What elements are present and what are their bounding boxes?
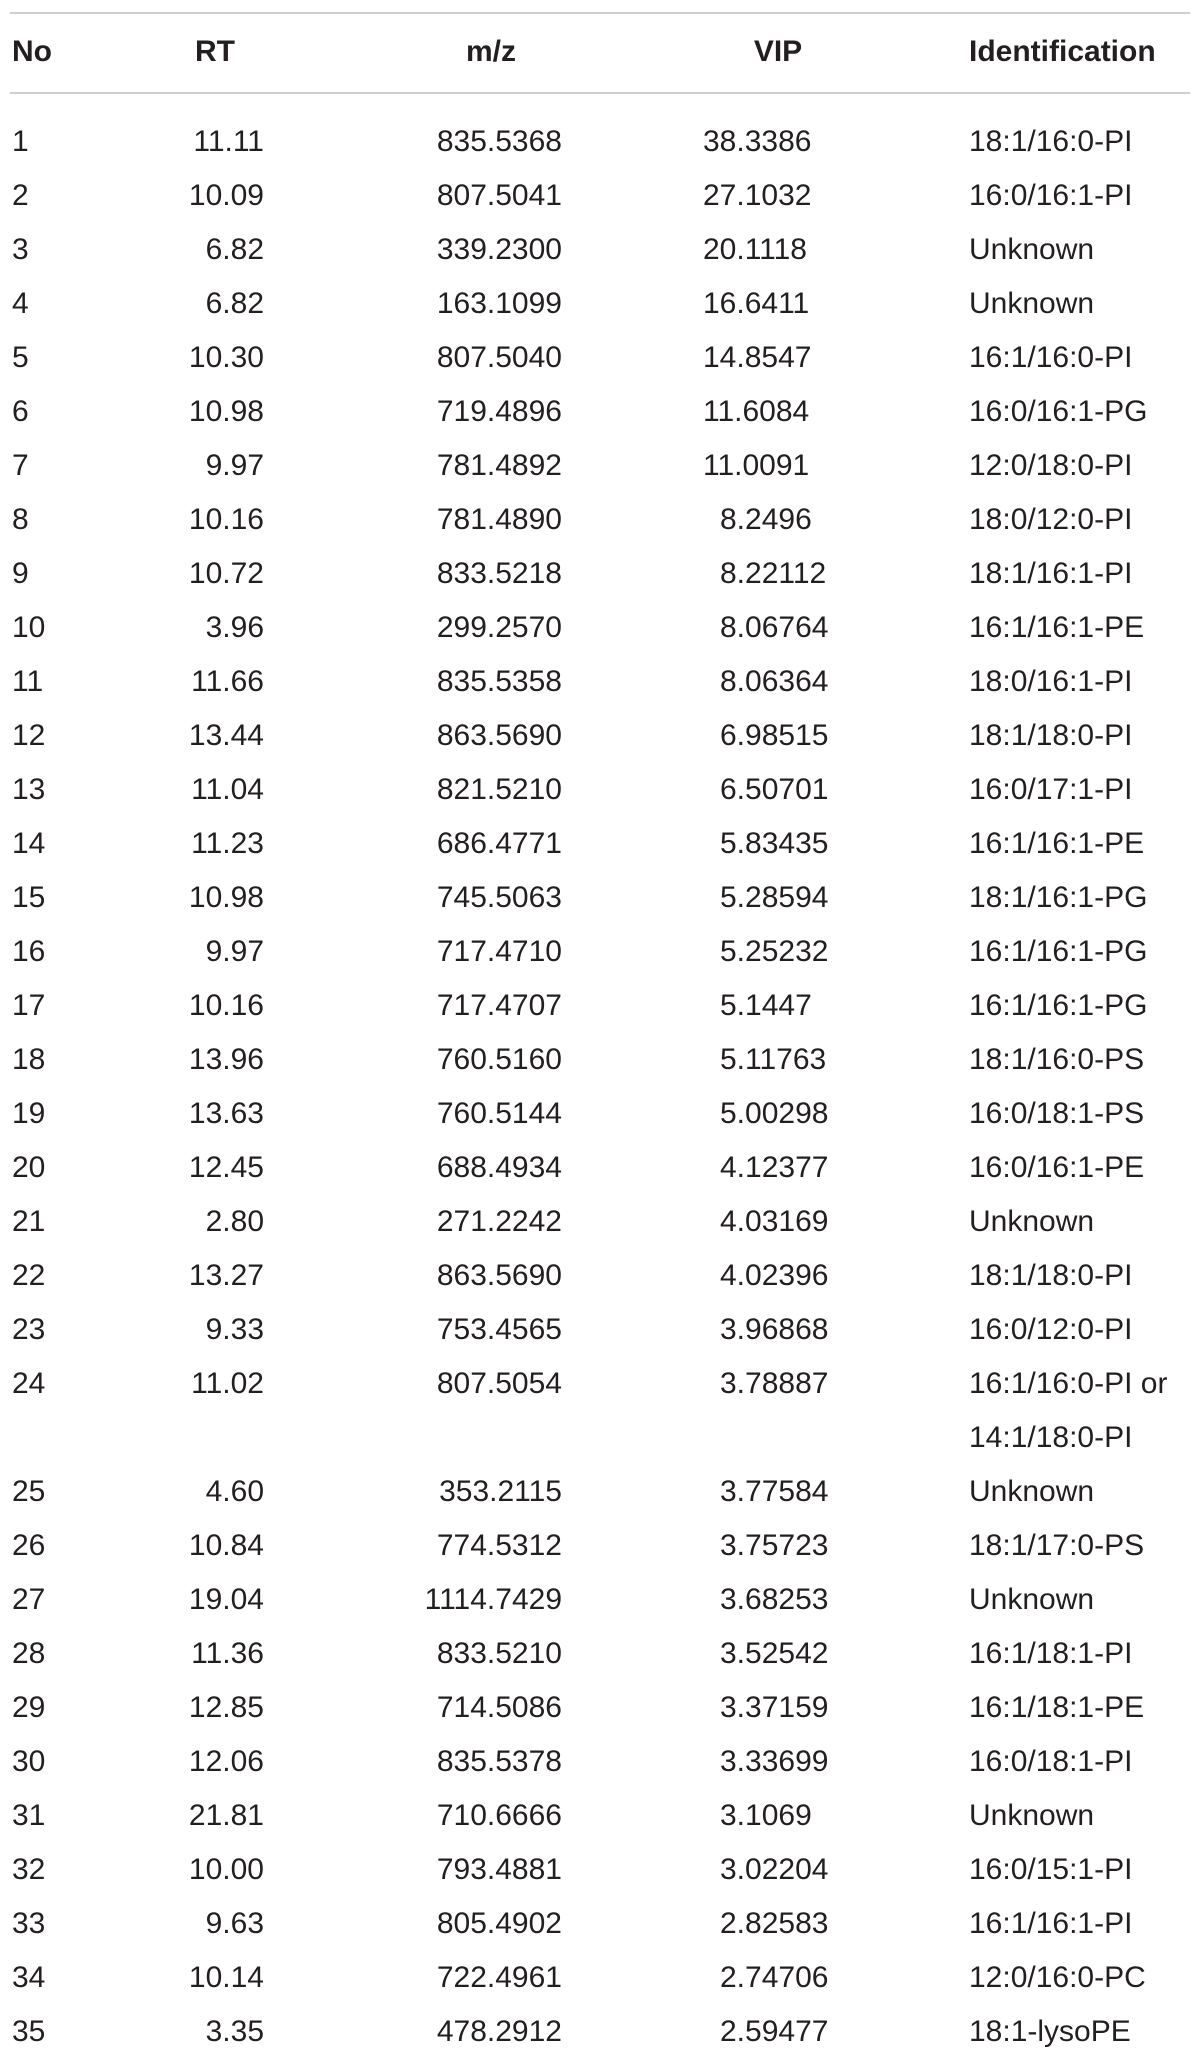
cell-identification: 16:1/16:1-PI bbox=[969, 1907, 1133, 1940]
cell-mz: 781.4890 bbox=[436, 503, 562, 536]
cell-no: 32 bbox=[12, 1853, 46, 1886]
cell-no: 24 bbox=[12, 1367, 46, 1400]
header-vip: VIP bbox=[753, 35, 803, 68]
header-rt: RT bbox=[195, 35, 235, 68]
cell-vip: 5.1447 bbox=[720, 989, 812, 1022]
cell-rt: 10.00 bbox=[188, 1853, 264, 1886]
cell-mz: 807.5040 bbox=[436, 341, 562, 374]
cell-identification: 16:0/18:1-PS bbox=[969, 1097, 1145, 1130]
cell-no: 3 bbox=[12, 233, 29, 266]
cell-no: 31 bbox=[12, 1799, 46, 1832]
cell-vip: 5.11763 bbox=[720, 1043, 827, 1076]
cell-mz: 353.2115 bbox=[439, 1475, 562, 1508]
cell-vip: 5.83435 bbox=[720, 827, 829, 860]
cell-mz: 835.5368 bbox=[436, 125, 562, 158]
table-row bbox=[10, 601, 1190, 655]
cell-vip: 3.77584 bbox=[720, 1475, 829, 1508]
cell-rt: 13.44 bbox=[188, 719, 264, 752]
cell-mz: 745.5063 bbox=[436, 881, 562, 914]
cell-no: 22 bbox=[12, 1259, 46, 1292]
cell-vip: 3.68253 bbox=[720, 1583, 829, 1616]
cell-identification: Unknown bbox=[969, 287, 1095, 320]
cell-rt: 6.82 bbox=[205, 287, 264, 320]
cell-mz: 753.4565 bbox=[436, 1313, 562, 1346]
table-row bbox=[10, 1087, 1190, 1141]
cell-mz: 774.5312 bbox=[436, 1529, 562, 1562]
cell-no: 4 bbox=[12, 287, 29, 320]
cell-vip: 3.1069 bbox=[720, 1799, 812, 1832]
cell-rt: 9.97 bbox=[205, 935, 264, 968]
table-header-rule bbox=[10, 92, 1190, 94]
table-row bbox=[10, 2005, 1190, 2059]
cell-identification: 18:1-lysoPE bbox=[969, 2015, 1131, 2048]
cell-identification: Unknown bbox=[969, 1205, 1095, 1238]
cell-vip: 11.6084 bbox=[703, 395, 810, 428]
cell-vip: 20.1118 bbox=[703, 233, 807, 266]
table-row bbox=[10, 439, 1190, 493]
cell-no: 2 bbox=[12, 179, 29, 212]
cell-no: 34 bbox=[12, 1961, 46, 1994]
cell-identification: 16:0/16:1-PI bbox=[969, 179, 1133, 212]
cell-no: 8 bbox=[12, 503, 29, 536]
cell-identification: Unknown bbox=[969, 1799, 1095, 1832]
cell-identification-continued: 14:1/18:0-PI bbox=[969, 1421, 1133, 1454]
cell-vip: 14.8547 bbox=[703, 341, 812, 374]
cell-rt: 9.63 bbox=[205, 1907, 264, 1940]
cell-no: 27 bbox=[12, 1583, 46, 1616]
table-row bbox=[10, 1249, 1190, 1303]
cell-rt: 10.98 bbox=[188, 881, 264, 914]
cell-vip: 3.52542 bbox=[720, 1637, 829, 1670]
cell-identification: 16:1/16:0-PI bbox=[969, 341, 1133, 374]
cell-rt: 11.23 bbox=[191, 827, 264, 860]
cell-rt: 13.27 bbox=[188, 1259, 264, 1292]
cell-identification: 16:1/18:1-PE bbox=[969, 1691, 1145, 1724]
cell-no: 16 bbox=[12, 935, 46, 968]
table-row bbox=[10, 1951, 1190, 2005]
cell-rt: 12.45 bbox=[188, 1151, 264, 1184]
cell-mz: 805.4902 bbox=[436, 1907, 562, 1940]
cell-no: 5 bbox=[12, 341, 29, 374]
table-row bbox=[10, 277, 1190, 331]
cell-identification: 12:0/18:0-PI bbox=[969, 449, 1133, 482]
table-row bbox=[10, 1033, 1190, 1087]
cell-identification: 16:0/17:1-PI bbox=[969, 773, 1133, 806]
cell-rt: 10.09 bbox=[188, 179, 264, 212]
cell-identification: 16:0/15:1-PI bbox=[969, 1853, 1133, 1886]
cell-vip: 8.06764 bbox=[720, 611, 829, 644]
cell-mz: 163.1099 bbox=[436, 287, 562, 320]
table-row bbox=[10, 1303, 1190, 1357]
table-row bbox=[10, 1573, 1190, 1627]
table-row bbox=[10, 1897, 1190, 1951]
cell-mz: 835.5378 bbox=[436, 1745, 562, 1778]
cell-identification: Unknown bbox=[969, 1475, 1095, 1508]
cell-rt: 13.63 bbox=[188, 1097, 264, 1130]
cell-rt: 11.66 bbox=[191, 665, 264, 698]
cell-rt: 10.14 bbox=[188, 1961, 264, 1994]
cell-no: 26 bbox=[12, 1529, 46, 1562]
cell-mz: 807.5054 bbox=[436, 1367, 562, 1400]
cell-no: 10 bbox=[12, 611, 46, 644]
cell-vip: 5.00298 bbox=[720, 1097, 829, 1130]
cell-rt: 6.82 bbox=[205, 233, 264, 266]
table-row bbox=[10, 169, 1190, 223]
header-no: No bbox=[12, 35, 52, 68]
cell-vip: 8.06364 bbox=[720, 665, 829, 698]
cell-mz: 833.5210 bbox=[436, 1637, 562, 1670]
cell-vip: 3.75723 bbox=[720, 1529, 829, 1562]
cell-identification: 18:0/16:1-PI bbox=[969, 665, 1133, 698]
cell-identification: 16:0/16:1-PG bbox=[969, 395, 1148, 428]
cell-rt: 10.72 bbox=[188, 557, 264, 590]
table-row bbox=[10, 1519, 1190, 1573]
table-row bbox=[10, 1627, 1190, 1681]
cell-vip: 5.28594 bbox=[720, 881, 829, 914]
cell-identification: 18:1/16:1-PI bbox=[969, 557, 1133, 590]
cell-mz: 717.4710 bbox=[436, 935, 562, 968]
cell-identification: 16:1/16:0-PI or bbox=[969, 1367, 1168, 1400]
cell-identification: 16:1/16:1-PG bbox=[969, 935, 1148, 968]
cell-vip: 2.74706 bbox=[720, 1961, 829, 1994]
cell-identification: 18:1/18:0-PI bbox=[969, 719, 1133, 752]
table-row bbox=[10, 1789, 1190, 1843]
cell-identification: 16:1/16:1-PG bbox=[969, 989, 1148, 1022]
cell-rt: 9.33 bbox=[205, 1313, 264, 1346]
cell-rt: 10.98 bbox=[188, 395, 264, 428]
table-row bbox=[10, 223, 1190, 277]
table-header-row bbox=[10, 12, 1190, 92]
cell-rt: 21.81 bbox=[188, 1799, 264, 1832]
cell-identification: 18:1/16:0-PI bbox=[969, 125, 1133, 158]
cell-vip: 4.02396 bbox=[720, 1259, 829, 1292]
table-row bbox=[10, 1681, 1190, 1735]
cell-rt: 10.84 bbox=[188, 1529, 264, 1562]
cell-identification: 18:0/12:0-PI bbox=[969, 503, 1133, 536]
cell-rt: 11.36 bbox=[191, 1637, 264, 1670]
cell-no: 29 bbox=[12, 1691, 46, 1724]
cell-mz: 781.4892 bbox=[436, 449, 562, 482]
cell-mz: 793.4881 bbox=[436, 1853, 562, 1886]
cell-vip: 3.02204 bbox=[720, 1853, 829, 1886]
table-row bbox=[10, 493, 1190, 547]
cell-rt: 2.80 bbox=[205, 1205, 264, 1238]
cell-rt: 12.06 bbox=[188, 1745, 264, 1778]
header-mz: m/z bbox=[465, 35, 516, 68]
cell-rt: 9.97 bbox=[205, 449, 264, 482]
cell-mz: 835.5358 bbox=[436, 665, 562, 698]
cell-no: 7 bbox=[12, 449, 29, 482]
cell-rt: 11.02 bbox=[191, 1367, 264, 1400]
cell-no: 6 bbox=[12, 395, 29, 428]
table-row bbox=[10, 979, 1190, 1033]
cell-mz: 717.4707 bbox=[436, 989, 562, 1022]
cell-no: 14 bbox=[12, 827, 46, 860]
cell-mz: 478.2912 bbox=[436, 2015, 562, 2048]
cell-rt: 4.60 bbox=[205, 1475, 264, 1508]
cell-identification: Unknown bbox=[969, 233, 1095, 266]
cell-identification: 16:1/16:1-PE bbox=[969, 827, 1145, 860]
cell-rt: 10.16 bbox=[188, 503, 264, 536]
cell-mz: 863.5690 bbox=[436, 1259, 562, 1292]
table-row bbox=[10, 925, 1190, 979]
cell-mz: 714.5086 bbox=[436, 1691, 562, 1724]
table-row bbox=[10, 763, 1190, 817]
cell-vip: 8.22112 bbox=[720, 557, 827, 590]
cell-vip: 3.33699 bbox=[720, 1745, 829, 1778]
cell-rt: 13.96 bbox=[188, 1043, 264, 1076]
cell-mz: 722.4961 bbox=[436, 1961, 562, 1994]
cell-no: 25 bbox=[12, 1475, 46, 1508]
cell-vip: 11.0091 bbox=[703, 449, 810, 482]
cell-mz: 710.6666 bbox=[436, 1799, 562, 1832]
table-row bbox=[10, 1465, 1190, 1519]
cell-no: 35 bbox=[12, 2015, 46, 2048]
cell-no: 28 bbox=[12, 1637, 46, 1670]
cell-identification: 16:0/12:0-PI bbox=[969, 1313, 1133, 1346]
cell-no: 30 bbox=[12, 1745, 46, 1778]
cell-identification: 16:1/18:1-PI bbox=[969, 1637, 1133, 1670]
cell-no: 21 bbox=[12, 1205, 46, 1238]
cell-rt: 10.16 bbox=[188, 989, 264, 1022]
cell-no: 15 bbox=[12, 881, 46, 914]
cell-rt: 19.04 bbox=[188, 1583, 264, 1616]
cell-identification: 12:0/16:0-PC bbox=[969, 1961, 1146, 1994]
cell-vip: 3.37159 bbox=[720, 1691, 829, 1724]
cell-vip: 2.59477 bbox=[720, 2015, 829, 2048]
cell-no: 18 bbox=[12, 1043, 46, 1076]
cell-rt: 3.35 bbox=[205, 2015, 264, 2048]
cell-vip: 16.6411 bbox=[703, 287, 810, 320]
cell-identification: 18:1/17:0-PS bbox=[969, 1529, 1145, 1562]
cell-identification: 18:1/16:0-PS bbox=[969, 1043, 1145, 1076]
cell-mz: 833.5218 bbox=[436, 557, 562, 590]
cell-identification: 16:0/16:1-PE bbox=[969, 1151, 1145, 1184]
cell-mz: 760.5144 bbox=[436, 1097, 562, 1130]
cell-no: 12 bbox=[12, 719, 46, 752]
cell-mz: 863.5690 bbox=[436, 719, 562, 752]
table-row bbox=[10, 385, 1190, 439]
cell-rt: 10.30 bbox=[188, 341, 264, 374]
cell-vip: 27.1032 bbox=[703, 179, 812, 212]
cell-vip: 6.98515 bbox=[720, 719, 829, 752]
cell-rt: 11.04 bbox=[191, 773, 264, 806]
table-row bbox=[10, 655, 1190, 709]
cell-vip: 3.96868 bbox=[720, 1313, 829, 1346]
cell-mz: 299.2570 bbox=[436, 611, 562, 644]
cell-mz: 760.5160 bbox=[436, 1043, 562, 1076]
cell-mz: 686.4771 bbox=[436, 827, 562, 860]
cell-no: 33 bbox=[12, 1907, 46, 1940]
cell-no: 13 bbox=[12, 773, 46, 806]
cell-identification: 16:0/18:1-PI bbox=[969, 1745, 1133, 1778]
cell-no: 23 bbox=[12, 1313, 46, 1346]
cell-no: 9 bbox=[12, 557, 29, 590]
table-row bbox=[10, 1735, 1190, 1789]
table-row bbox=[10, 547, 1190, 601]
table-row bbox=[10, 1195, 1190, 1249]
table-row bbox=[10, 1357, 1190, 1465]
cell-vip: 2.82583 bbox=[720, 1907, 829, 1940]
cell-rt: 12.85 bbox=[188, 1691, 264, 1724]
table-row bbox=[10, 1843, 1190, 1897]
table-row bbox=[10, 115, 1190, 169]
cell-rt: 11.11 bbox=[193, 125, 264, 158]
cell-identification: 18:1/18:0-PI bbox=[969, 1259, 1133, 1292]
cell-vip: 8.2496 bbox=[720, 503, 812, 536]
cell-vip: 5.25232 bbox=[720, 935, 829, 968]
cell-mz: 719.4896 bbox=[436, 395, 562, 428]
cell-vip: 6.50701 bbox=[720, 773, 829, 806]
cell-vip: 4.12377 bbox=[720, 1151, 829, 1184]
table-row bbox=[10, 871, 1190, 925]
cell-no: 20 bbox=[12, 1151, 46, 1184]
cell-mz: 688.4934 bbox=[436, 1151, 562, 1184]
cell-no: 19 bbox=[12, 1097, 46, 1130]
cell-identification: 16:1/16:1-PE bbox=[969, 611, 1145, 644]
header-identification: Identification bbox=[969, 35, 1156, 68]
table-row bbox=[10, 331, 1190, 385]
cell-vip: 38.3386 bbox=[703, 125, 812, 158]
cell-mz: 271.2242 bbox=[436, 1205, 562, 1238]
cell-identification: 18:1/16:1-PG bbox=[969, 881, 1148, 914]
table-row bbox=[10, 1141, 1190, 1195]
cell-no: 17 bbox=[12, 989, 46, 1022]
table-row bbox=[10, 817, 1190, 871]
cell-no: 11 bbox=[12, 665, 44, 698]
cell-mz: 1114.7429 bbox=[424, 1583, 562, 1616]
cell-mz: 821.5210 bbox=[436, 773, 562, 806]
cell-vip: 4.03169 bbox=[720, 1205, 829, 1238]
cell-no: 1 bbox=[12, 125, 29, 158]
cell-mz: 807.5041 bbox=[436, 179, 562, 212]
cell-vip: 3.78887 bbox=[720, 1367, 829, 1400]
cell-rt: 3.96 bbox=[205, 611, 264, 644]
cell-identification: Unknown bbox=[969, 1583, 1095, 1616]
cell-mz: 339.2300 bbox=[436, 233, 562, 266]
table-row bbox=[10, 709, 1190, 763]
